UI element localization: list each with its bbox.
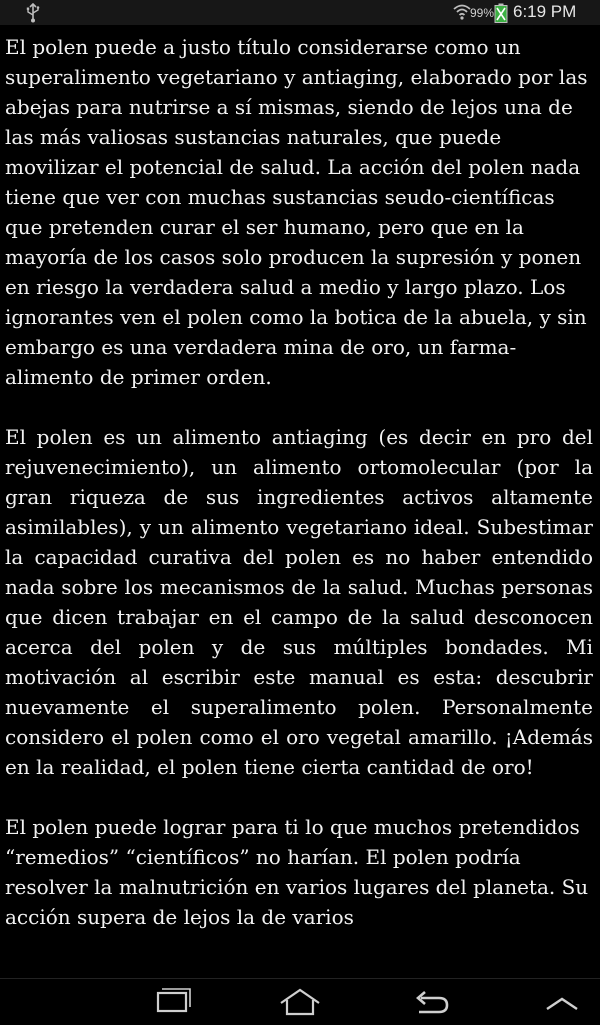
reader-content[interactable] <box>5 32 593 978</box>
battery-percent: 99% <box>470 6 495 20</box>
paragraph-2: El polen es un alimento antiaging (es decir en pro del rejuvenecimiento), un alimento ortomolecular (por la gran riqueza de sus ingredientes activos altamente asimilables), y un alimento vegetariano ideal. Subestimar la capacidad curativa del polen es no haber entendido nada sobre los mecanismos de la salud. Muchas personas que dicen trabajar en el campo de la salud desconocen acerca del polen y de sus múltiples bondades. Mi motivación al escribir este manual es esta: descubrir nuevamente el superalimento polen. Personalmente considero el polen como el oro vegetal amarillo. ¡Además en la realidad, el polen tiene cierta cantidad de oro! <box>5 425 593 779</box>
back-icon[interactable] <box>405 987 455 1017</box>
paragraph-1: El polen puede a justo título considerarse como un superalimento vegetariano y antiaging, elaborado por las abejas para nutrirse a sí mismas, siendo de lejos una de las más valiosas sustancias naturales, que puede movilizar el potencial de salud. La acción del polen nada tiene que ver con muchas sustancias seudo-científicas que pretenden curar el ser humano, pero que en la mayoría de los casos solo producen la supresión y ponen en riesgo la verdadera salud a medio y largo plazo. Los ignorantes ven el polen como la botica de la abuela, y sin embargo es una verdadera mina de oro, un farma-alimento de primer orden. <box>5 35 588 389</box>
battery-charging-icon <box>494 3 508 23</box>
home-icon[interactable] <box>275 987 325 1017</box>
status-bar <box>0 0 600 25</box>
paragraph-3: El polen puede lograr para ti lo que muchos pretendidos “remedios” “científicos” no harían. El polen podría resolver la malnutrición en varios lugares del planeta. Su acción supera de lejos la de varios <box>5 815 589 929</box>
wifi-icon <box>453 3 471 21</box>
menu-up-icon[interactable] <box>537 987 587 1017</box>
clock: 6:19 PM <box>513 2 577 21</box>
recent-apps-icon[interactable] <box>148 987 198 1017</box>
navigation-bar <box>0 978 600 1025</box>
usb-icon <box>24 3 42 23</box>
